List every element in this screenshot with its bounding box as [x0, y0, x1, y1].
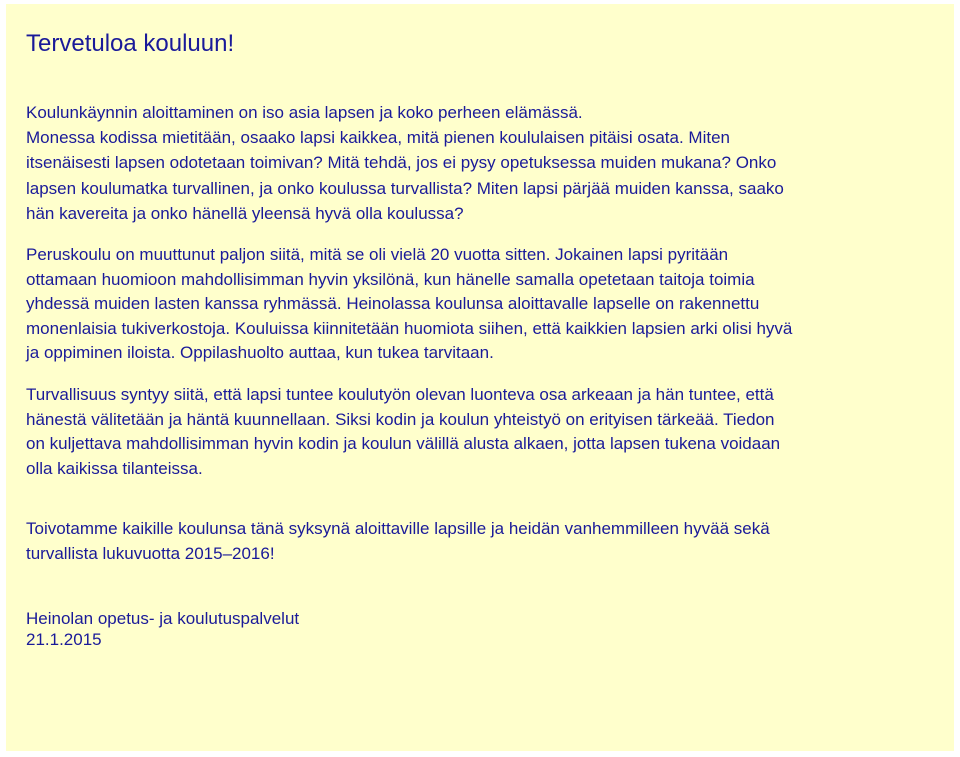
paragraph-line: Monessa kodissa mietitään, osaako lapsi kaikkea, mitä pienen koululaisen pitäisi osata. Miten: [26, 128, 730, 148]
paragraph-line: hän kavereita ja onko hänellä yleensä hyvä olla koulussa?: [26, 203, 464, 223]
paragraph-school-change: [26, 243, 941, 366]
paragraph-line: ottamaan huomioon mahdollisimman hyvin yksilönä, kun hänelle samalla opetetaan taitoja toimia: [26, 269, 755, 289]
paragraph-line: Koulunkäynnin aloittaminen on iso asia lapsen ja koko perheen elämässä.: [26, 103, 583, 122]
signature-date: 21.1.2015: [26, 630, 102, 649]
paragraph-line: hänestä välitetään ja häntä kuunnellaan. Siksi kodin ja koulun yhteistyö on erityisen tärkeää. Tiedon: [26, 409, 775, 429]
paragraph-line: ja oppiminen iloista. Oppilashuolto auttaa, kun tukea tarvitaan.: [26, 343, 494, 363]
paragraph-line: lapsen koulumatka turvallinen, ja onko koulussa turvallista? Miten lapsi pärjää muiden kanssa, saako: [26, 178, 784, 198]
paragraph-line: yhdessä muiden lasten kanssa ryhmässä. Heinolassa koulunsa aloittavalle lapselle on rakennettu: [26, 294, 760, 314]
paragraph-intro: [26, 100, 941, 226]
paragraph-wishes: [26, 517, 941, 566]
paragraph-line: olla kaikissa tilanteissa.: [26, 458, 203, 478]
signature-block: [26, 608, 299, 650]
signature-organization: Heinolan opetus- ja koulutuspalvelut: [26, 609, 300, 628]
paragraph-safety: [26, 383, 941, 481]
paragraph-line: Peruskoulu on muuttunut paljon siitä, mitä se oli vielä 20 vuotta sitten. Jokainen lapsi pyritään: [26, 245, 729, 264]
paragraph-line: Turvallisuus syntyy siitä, että lapsi tuntee koulutyön olevan luonteva osa arkeaan ja hän tuntee, että: [26, 385, 774, 404]
document-page: [6, 4, 954, 751]
paragraph-line: on kuljettava mahdollisimman hyvin kodin ja koulun välillä alusta alkaen, jotta lapsen tukena voidaan: [26, 434, 781, 454]
page-title: Tervetuloa kouluun!: [26, 30, 235, 57]
paragraph-line: turvallista lukuvuotta 2015–2016!: [26, 543, 275, 563]
paragraph-line: monenlaisia tukiverkostoja. Kouluissa kiinnitetään huomiota siihen, että kaikkien lapsien arki olisi hyvä: [26, 318, 793, 338]
paragraph-line: itsenäisesti lapsen odotetaan toimivan? Mitä tehdä, jos ei pysy opetuksessa muiden mukana? Onko: [26, 153, 777, 173]
paragraph-line: Toivotamme kaikille koulunsa tänä syksynä aloittaville lapsille ja heidän vanhemmilleen hyvää sekä: [26, 519, 770, 538]
